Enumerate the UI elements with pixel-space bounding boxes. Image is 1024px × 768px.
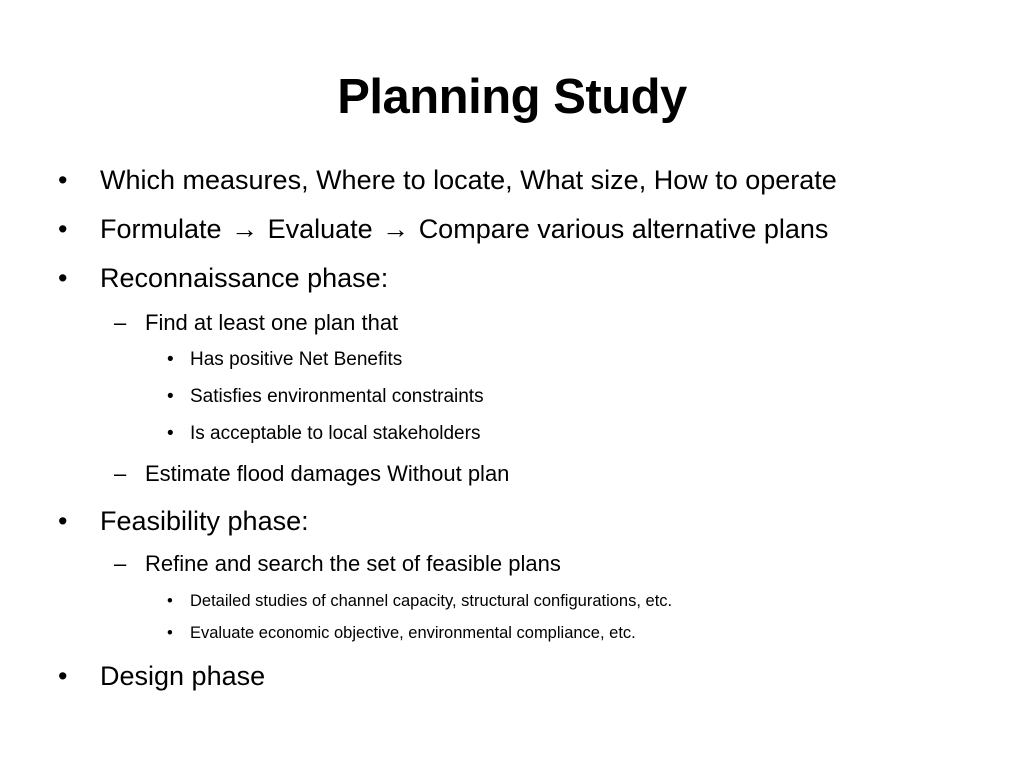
bullet-text: Design phase	[100, 661, 266, 691]
dash-marker: –	[114, 310, 127, 335]
bullet-dot: •	[58, 165, 68, 195]
compare-text: Compare various alternative plans	[418, 214, 829, 244]
sub-sub-bullet-text: Evaluate economic objective, environmental compliance, etc.	[190, 624, 636, 642]
bullet-text: Feasibility phase:	[100, 506, 309, 536]
sub-sub-bullet-text: Satisfies environmental constraints	[190, 386, 484, 407]
bullet-dot: •	[58, 661, 68, 691]
arrow-icon: →	[231, 214, 259, 244]
bullet-dot: •	[167, 349, 174, 370]
slide-title: Planning Study	[337, 70, 687, 124]
bullet-text	[100, 212, 828, 246]
arrow-icon: →	[382, 214, 410, 244]
bullet-dot: •	[58, 263, 68, 293]
dash-marker: –	[114, 551, 127, 576]
sub-bullet-text: Refine and search the set of feasible plans	[145, 551, 561, 576]
evaluate-text: Evaluate	[267, 214, 373, 244]
bullet-dot: •	[58, 214, 68, 244]
bullet-dot: •	[167, 624, 173, 642]
bullet-dot: •	[167, 423, 174, 444]
formulate-text: Formulate	[100, 214, 222, 244]
sub-sub-bullet-text: Detailed studies of channel capacity, structural configurations, etc.	[190, 592, 673, 610]
sub-bullet-text: Find at least one plan that	[145, 310, 399, 335]
bullet-text: Reconnaissance phase:	[100, 263, 389, 293]
sub-sub-bullet-text: Has positive Net Benefits	[190, 349, 403, 370]
sub-sub-bullet-text: Is acceptable to local stakeholders	[190, 423, 481, 444]
bullet-dot: •	[167, 592, 173, 610]
dash-marker: –	[114, 461, 127, 486]
bullet-dot: •	[58, 506, 68, 536]
bullet-text: Which measures, Where to locate, What size, How to operate	[100, 165, 837, 195]
bullet-dot: •	[167, 386, 174, 407]
sub-bullet-text: Estimate flood damages Without plan	[145, 461, 510, 486]
